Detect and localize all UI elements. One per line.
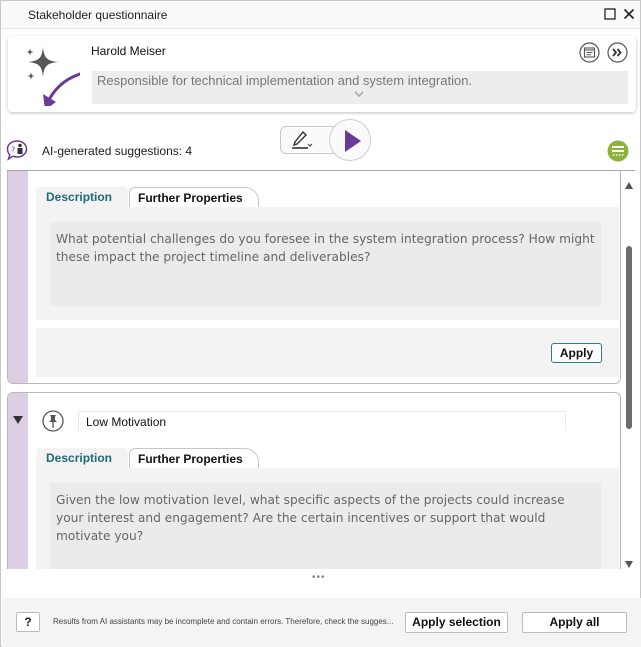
maximize-button[interactable]	[602, 6, 618, 22]
suggestion-item[interactable]	[7, 171, 621, 384]
scrollbar-thumb[interactable]	[626, 246, 632, 429]
pin-icon[interactable]	[42, 410, 64, 432]
scroll-up-arrow-icon[interactable]	[625, 182, 633, 189]
resize-splitter-handle[interactable]: •••	[312, 572, 326, 583]
footer-bar	[2, 598, 641, 647]
ai-disclaimer-text: Results from AI assistants may be incomplete and contain errors. Therefore, check the sugges...	[53, 617, 394, 626]
tab-further-properties[interactable]: Further Properties	[129, 448, 259, 468]
apply-all-button[interactable]: Apply all	[522, 612, 627, 633]
maximize-icon	[604, 8, 616, 20]
vertical-scrollbar[interactable]	[622, 179, 636, 571]
help-button[interactable]: ?	[16, 612, 40, 632]
pen-edit-icon	[290, 130, 314, 150]
suggestion-item[interactable]	[7, 392, 621, 569]
run-generation-button[interactable]	[329, 119, 371, 161]
title-bar	[1, 1, 640, 29]
play-icon	[345, 130, 361, 152]
stakeholder-role-field[interactable]	[92, 71, 628, 104]
description-panel	[36, 468, 619, 569]
stakeholder-name: Harold Meiser	[91, 44, 166, 58]
status-indicator-icon	[607, 140, 629, 162]
apply-panel	[36, 328, 619, 377]
description-textbox[interactable]: What potential challenges do you foresee in the system integration process? How might these impact the project timeline and deliverables?	[50, 222, 601, 306]
svg-text:?: ?	[11, 145, 16, 155]
apply-selection-button[interactable]: Apply selection	[405, 612, 508, 633]
questionnaire-speech-icon	[6, 139, 28, 161]
scroll-down-arrow-icon[interactable]	[625, 561, 633, 568]
tab-description[interactable]: Description	[36, 187, 128, 207]
details-list-button[interactable]	[579, 42, 600, 63]
selection-stripe[interactable]	[8, 171, 28, 383]
suggestions-count-label: AI-generated suggestions: 4	[42, 144, 193, 158]
close-button[interactable]	[621, 6, 637, 22]
collapse-arrow-icon[interactable]	[13, 416, 23, 424]
stakeholder-role-text: Responsible for technical implementation and system integration.	[97, 73, 473, 88]
close-icon	[623, 8, 635, 20]
suggestions-list	[7, 171, 621, 569]
ai-sparkle-apply-icon	[16, 42, 80, 106]
window-title: Stakeholder questionnaire	[28, 8, 168, 22]
tab-further-properties[interactable]: Further Properties	[129, 187, 259, 207]
suggestion-title-input[interactable]: Low Motivation	[78, 411, 566, 431]
description-textbox[interactable]: Given the low motivation level, what specific aspects of the projects could increase your interest and engagement? Are the certain incentives or support that would motivate you?	[50, 483, 601, 569]
stakeholder-card	[8, 36, 636, 112]
forward-double-chevron-button[interactable]	[607, 42, 628, 63]
description-panel	[36, 207, 619, 320]
chevron-down-icon[interactable]	[353, 89, 365, 99]
tab-description[interactable]: Description	[36, 448, 128, 468]
apply-button[interactable]: Apply	[551, 343, 602, 363]
